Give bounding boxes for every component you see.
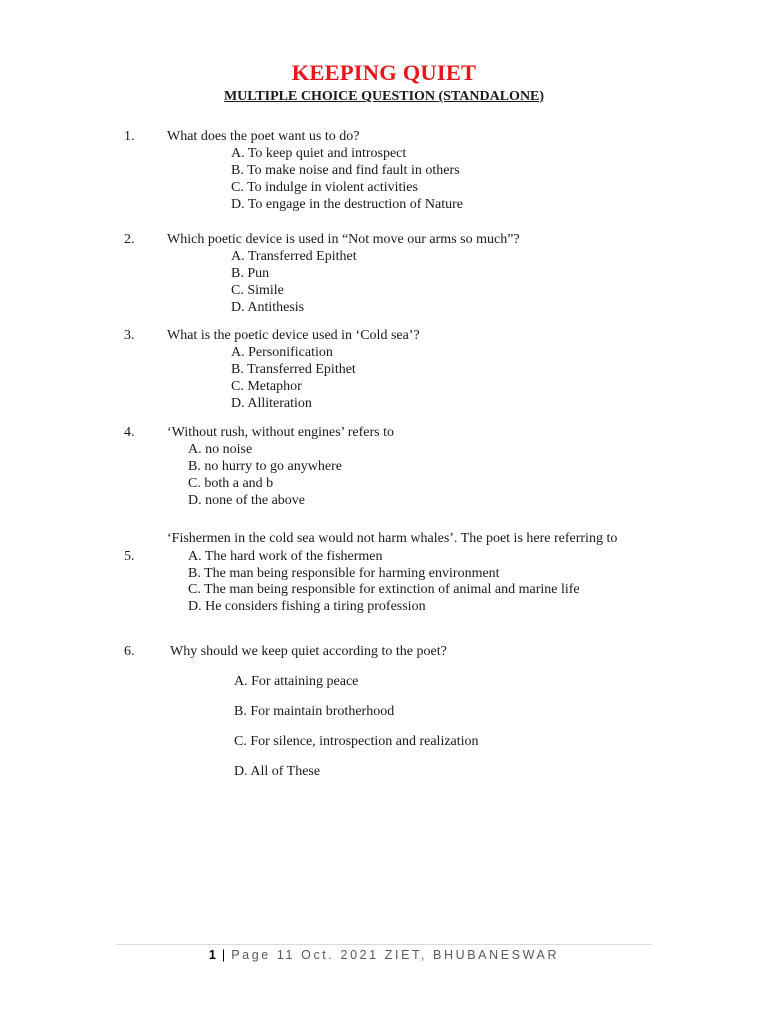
footer-divider bbox=[116, 944, 652, 945]
option-text: A. To keep quiet and introspect bbox=[231, 146, 407, 161]
option-text: D. To engage in the destruction of Nature bbox=[231, 197, 464, 212]
question-text: What does the poet want us to do? bbox=[167, 129, 360, 144]
option-text: C. The man being responsible for extinction of animal and marine life bbox=[188, 582, 580, 597]
page-title: KEEPING QUIET bbox=[291, 60, 477, 85]
option-text: A. no noise bbox=[188, 442, 253, 457]
option-text: B. Transferred Epithet bbox=[231, 362, 356, 377]
question-text: ‘Without rush, without engines’ refers to bbox=[167, 425, 395, 440]
option-text: D. All of These bbox=[234, 764, 321, 779]
option-text: C. To indulge in violent activities bbox=[231, 180, 418, 195]
question-text: Which poetic device is used in “Not move our arms so much”? bbox=[167, 232, 520, 247]
footer-text: Page 11 Oct. 2021 ZIET, BHUBANESWAR bbox=[231, 948, 560, 962]
option-text: A. The hard work of the fishermen bbox=[188, 549, 383, 564]
question-number: 5. bbox=[124, 549, 135, 564]
question-number: 2. bbox=[124, 232, 135, 247]
option-text: B. To make noise and find fault in others bbox=[231, 163, 460, 178]
page-subtitle: MULTIPLE CHOICE QUESTION (STANDALONE) bbox=[223, 89, 545, 104]
question-text: ‘Fishermen in the cold sea would not harm whales’. The poet is here referring to bbox=[167, 531, 618, 546]
page-footer bbox=[0, 948, 768, 962]
page-number: 1 bbox=[208, 948, 216, 962]
option-text: D. Antithesis bbox=[231, 300, 305, 315]
option-text: A. For attaining peace bbox=[234, 674, 359, 689]
question-number: 1. bbox=[124, 129, 135, 144]
option-text: B. Pun bbox=[231, 266, 270, 281]
option-text: C. both a and b bbox=[188, 476, 274, 491]
question-number: 4. bbox=[124, 425, 135, 440]
option-text: B. For maintain brotherhood bbox=[234, 704, 395, 719]
footer-separator: | bbox=[221, 948, 226, 962]
question-text: What is the poetic device used in ‘Cold sea’? bbox=[167, 328, 420, 343]
option-text: A. Transferred Epithet bbox=[231, 249, 357, 264]
option-text: C. Metaphor bbox=[231, 379, 302, 394]
option-text: C. Simile bbox=[231, 283, 284, 298]
option-text: A. Personification bbox=[231, 345, 333, 360]
question-number: 3. bbox=[124, 328, 135, 343]
option-text: D. none of the above bbox=[188, 493, 306, 508]
option-text: B. no hurry to go anywhere bbox=[188, 459, 342, 474]
option-text: B. The man being responsible for harming environment bbox=[188, 566, 500, 581]
question-number: 6. bbox=[124, 644, 135, 659]
option-text: D. He considers fishing a tiring profession bbox=[188, 599, 426, 614]
question-text: Why should we keep quiet according to the poet? bbox=[170, 644, 447, 659]
option-text: C. For silence, introspection and realization bbox=[234, 734, 479, 749]
option-text: D. Alliteration bbox=[231, 396, 312, 411]
